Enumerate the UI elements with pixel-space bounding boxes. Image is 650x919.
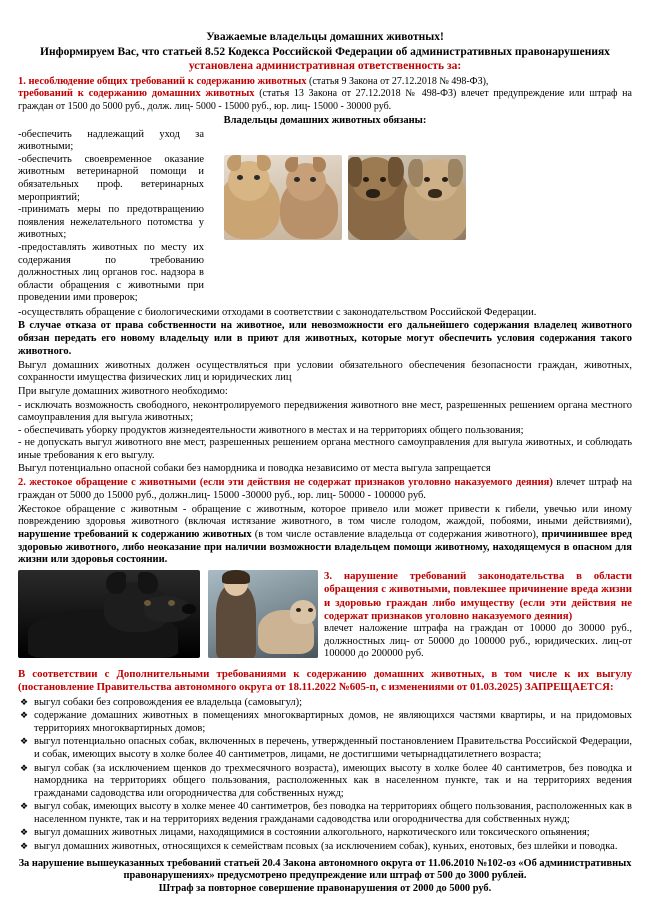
duties-photo-block bbox=[18, 129, 632, 305]
diamond-bullet-icon: ❖ bbox=[20, 762, 29, 773]
section1-title: 1. несоблюдение общих требований к содержанию животных bbox=[18, 75, 307, 87]
duty-item-2: -обеспечить своевременное оказание животным ветеринарной помощи и обязательных проф. ветеринарных мероприятий; bbox=[18, 153, 204, 203]
photo-womandog bbox=[208, 570, 318, 658]
list-item bbox=[18, 801, 632, 826]
cruelty-definition-part2: (включая истязание животного, в том числе голодом, жаждой, побоями, иными действиями), bbox=[178, 516, 632, 528]
walking-dangerous-dog-note: Выгул потенциально опасной собаки без намордника и поводка независимо от места выгула запрещается bbox=[18, 462, 491, 474]
list-item bbox=[18, 710, 632, 735]
prohibition-text-1: выгул собаки без сопровождения ее владельца (самовыгул); bbox=[34, 696, 303, 708]
diamond-bullet-icon: ❖ bbox=[20, 827, 29, 838]
section1-title2: требований к содержанию домашних животных bbox=[18, 88, 255, 100]
walking-item-1: - исключать возможность свободного, неконтролируемого передвижения животного вне мест, разрешенных решением органа местного самоуправления для выгула животных; bbox=[18, 399, 632, 424]
walking-requirement-title: При выгуле домашних животного необходимо: bbox=[18, 386, 228, 397]
subtitle-text-red: установлена административная ответственность за: bbox=[188, 60, 462, 73]
list-item bbox=[18, 827, 632, 840]
section3-penalty: влечет наложение штрафа на граждан от 10000 до 30000 руб., должностных лиц- от 50000 до 100000 руб., юридических. лиц-от 100000 до 200000 руб. bbox=[324, 622, 632, 660]
section1-ref2: (статья 13 Закона от 27.12.2018 № 498-ФЗ) влечет предупреждение или штраф на граждан от 1500 до 5000 руб., долж. лиц- 5000 - 15000 руб., юр. лиц- 15000 - 30000 руб. bbox=[18, 88, 632, 113]
walking-requirement-intro: Выгул домашних животных должен осуществляться при условии обязательного обеспечения безопасности граждан, животных, сохранности имущества физических лиц и юридических лиц bbox=[18, 359, 632, 384]
cruelty-definition-part3: (в том числе оставление владельца от содержания животного), bbox=[251, 529, 542, 541]
page-title: Уважаемые владельцы домашних животных! bbox=[206, 31, 444, 43]
section3-title: 3. нарушение требований законодательства в области обращения с животными, повлекшее причинение вреда жизни и здоровью граждан либо имуществу (если эти действия не содержат признаков уголовно наказуемого деяния) bbox=[324, 570, 632, 622]
duties-title: Владельцы домашних животных обязаны: bbox=[223, 114, 427, 126]
photo-dogs bbox=[348, 155, 466, 240]
section2-paragraph bbox=[18, 477, 632, 502]
subtitle-legal-basis bbox=[18, 45, 632, 74]
photo-kittens bbox=[224, 155, 342, 240]
cruelty-definition-part1: Жестокое обращение с животным - обращение с животным, которое привело или может привести к гибели, увечью или иному повреждению здоровья животного bbox=[18, 503, 632, 528]
list-item bbox=[18, 697, 632, 710]
diamond-bullet-icon: ❖ bbox=[20, 696, 29, 707]
walking-item-2: - обеспечивать уборку продуктов жизнедеятельности животного в местах и на территориях общего пользования; bbox=[18, 424, 524, 436]
section4-intro: В соответствии с Дополнительными требованиями к содержанию домашних животных, в том числе к их выгулу (постановление Правительства автономного округа от 18.11.2022 №605-п, с изменениями от 01.03.2025) ЗАПРЕЩАЕТСЯ: bbox=[18, 668, 632, 694]
subtitle-text-part1: Информируем Вас, что статьей 8.52 Кодекса Российской Федерации об административных правонарушениях bbox=[40, 46, 610, 59]
prohibition-text-3: выгул потенциально опасных собак, включенных в перечень, утвержденный постановлением Правительства Российской Федерации, и собак, имеющих высоту в холке более 40 сантиметров, лицами, не достигшими четырнадцатилетнего возраста; bbox=[34, 736, 632, 760]
list-item bbox=[18, 736, 632, 761]
list-item bbox=[18, 841, 632, 854]
duty-item-1: -обеспечить надлежащий уход за животными; bbox=[18, 128, 204, 153]
refusal-of-ownership-note: В случае отказа от права собственности на животное, или невозможности его дальнейшего содержания владелец животного обязан передать его новому владельцу или в приют для животных, которые могут обеспечить условия содержания такого животного. bbox=[18, 320, 632, 357]
section2-penalty: влечет штраф на граждан от 5000 до 15000 руб., должн.лиц- 15000 -30000 руб., юр. лиц- 50000 - 100000 руб. bbox=[18, 477, 632, 501]
duty-item-5: -осуществлять обращение с биологическими отходами в соответствии с законодательством Российской Федерации. bbox=[18, 306, 537, 318]
prohibition-text-7: выгул домашних животных, относящихся к семействам псовых (за исключением собак), куньих, енотовых, без шлейки и поводка. bbox=[34, 841, 618, 853]
cruelty-definition-bold3: причинившее вред здоровью животного, либо неоказание при наличии возможности владельцем помощи животному, находящемуся в опасном для жизни или здоровья состоянии. bbox=[18, 529, 632, 566]
footer-penalty-note: За нарушение вышеуказанных требований статьей 20.4 Закона автономного округа от 11.06.2010 №102-оз «Об административных правонарушениях» предусмотрено предупреждение или штраф от 500 до 3000 рублей. bbox=[18, 857, 632, 882]
section3-block bbox=[18, 570, 632, 662]
diamond-bullet-icon: ❖ bbox=[20, 841, 29, 852]
prohibition-text-6: выгул домашних животных лицами, находящимися в состоянии алкогольного, наркотического или токсического опьянения; bbox=[34, 827, 590, 839]
diamond-bullet-icon: ❖ bbox=[20, 801, 29, 812]
diamond-bullet-icon: ❖ bbox=[20, 736, 29, 747]
footer-repeat-penalty-note: Штраф за повторное совершение правонарушения от 2000 до 5000 руб. bbox=[158, 883, 492, 895]
section1-ref1: (статья 9 Закона от 27.12.2018 № 498-ФЗ), bbox=[306, 75, 489, 87]
diamond-bullet-icon: ❖ bbox=[20, 710, 29, 721]
duty-item-4: -предоставлять животных по месту их содержания по требованию должностных лиц органов гос. надзора в области обращения с животными при проведении ими проверок; bbox=[18, 241, 204, 304]
prohibitions-list bbox=[18, 697, 632, 854]
section1-paragraph bbox=[18, 76, 632, 114]
prohibition-text-5: выгул собак, имеющих высоту в холке менее 40 сантиметров, без поводка на территориях общего пользования, расположенных как в населенном пункте, так и на территориях ведения гражданами садоводства или огородничества для собственных нужд; bbox=[34, 801, 632, 825]
section2-title: 2. жестокое обращение с животными (если эти действия не содержат признаков уголовно наказуемого деяния) bbox=[18, 477, 553, 489]
duty-item-3: -принимать меры по предотвращению появления нежелательного потомства у животных; bbox=[18, 204, 204, 241]
cruelty-definition-bold2: нарушение требований к содержанию животных bbox=[18, 529, 252, 541]
section2-definition bbox=[18, 504, 632, 568]
prohibition-text-4: выгул собак (за исключением щенков до трехмесячного возраста), имеющих высоту в холке более 40 сантиметров, без поводка и намордника на территориях общего пользования, расположенных как в населенном пункте, так и на территориях ведения гражданами садоводства или огородничества для собственных нужд; bbox=[34, 762, 632, 799]
list-item bbox=[18, 763, 632, 801]
walking-item-3: - не допускать выгул животного вне мест, разрешенных решением органа местного самоуправления для выгула животных, и соблюдать иные требования к его выгулу. bbox=[18, 437, 632, 462]
prohibition-text-2: содержание домашних животных в помещениях многоквартирных домов, не являющихся частями квартиры, и на придомовых территориях многоквартирных домов; bbox=[34, 710, 632, 734]
photo-blackdog bbox=[18, 570, 200, 658]
